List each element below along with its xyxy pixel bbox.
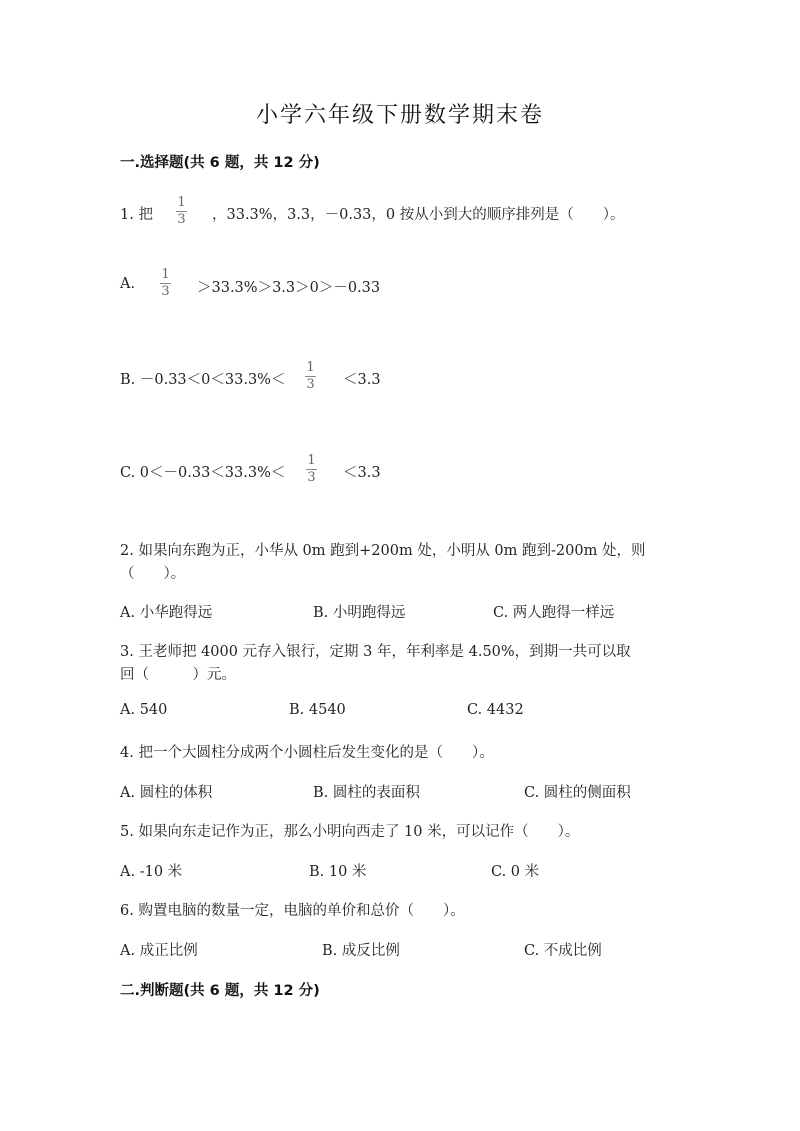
question-4-text: 4. 把一个大圆柱分成两个小圆柱后发生变化的是（ ）。 [120, 745, 494, 761]
fraction-one-third [160, 268, 171, 299]
option-4b: B. 圆柱的表面积 [313, 785, 420, 801]
question-1-prefix: 1. 把 [120, 207, 153, 223]
question-3-line-2: 回（ ）元。 [120, 667, 236, 683]
option-6b: B. 成反比例 [322, 943, 400, 959]
question-6-text: 6. 购置电脑的数量一定，电脑的单价和总价（ ）。 [120, 903, 465, 919]
fraction-denominator: 3 [161, 284, 170, 299]
question-2-line-1: 2. 如果向东跑为正，小华从 0m 跑到+200m 处，小明从 0m 跑到-200m 处，则 [120, 543, 646, 559]
option-4c: C. 圆柱的侧面积 [524, 785, 631, 801]
option-2a: A. 小华跑得远 [120, 605, 213, 621]
fraction-one-third [176, 196, 187, 227]
question-2-line-2: （ ）。 [120, 566, 186, 582]
option-1c-text: C. 0＜－0.33＜33.3%＜ [120, 465, 286, 481]
option-3b: B. 4540 [289, 702, 346, 718]
fraction-numerator: 1 [307, 453, 316, 468]
fraction-one-third [305, 361, 316, 392]
fraction-numerator: 1 [306, 360, 315, 375]
option-1b-tail: ＜3.3 [343, 372, 381, 388]
option-3a: A. 540 [120, 702, 168, 718]
fraction-denominator: 3 [306, 377, 315, 392]
question-3-line-1: 3. 王老师把 4000 元存入银行，定期 3 年，年利率是 4.50%，到期一共可以取 [120, 644, 631, 660]
option-1c-tail: ＜3.3 [343, 465, 381, 481]
fraction-numerator: 1 [177, 195, 186, 210]
fraction-denominator: 3 [177, 212, 186, 227]
option-1a-label: A. [120, 276, 136, 292]
question-5-text: 5. 如果向东走记作为正，那么小明向西走了 10 米，可以记作（ ）。 [120, 824, 580, 840]
option-5c: C. 0 米 [491, 864, 540, 880]
option-2c: C. 两人跑得一样远 [493, 605, 615, 621]
option-6c: C. 不成比例 [524, 943, 602, 959]
option-3c: C. 4432 [467, 702, 524, 718]
fraction-one-third [306, 454, 317, 485]
option-1b-text: B. －0.33＜0＜33.3%＜ [120, 372, 286, 388]
option-4a: A. 圆柱的体积 [120, 785, 213, 801]
option-1a-text: ＞33.3%＞3.3＞0＞－0.33 [197, 280, 381, 296]
fraction-numerator: 1 [161, 267, 170, 282]
page-title: 小学六年级下册数学期末卷 [255, 103, 544, 128]
option-6a: A. 成正比例 [120, 943, 198, 959]
option-5a: A. -10 米 [120, 864, 183, 880]
section-heading-judgement: 二.判断题(共 6 题，共 12 分) [120, 983, 320, 999]
question-1-text: ，33.3%，3.3，－0.33，0 按从小到大的顺序排列是（ ）。 [212, 207, 625, 223]
fraction-denominator: 3 [307, 470, 316, 485]
section-heading-choice: 一.选择题(共 6 题，共 12 分) [120, 155, 320, 171]
option-2b: B. 小明跑得远 [313, 605, 406, 621]
option-5b: B. 10 米 [309, 864, 367, 880]
